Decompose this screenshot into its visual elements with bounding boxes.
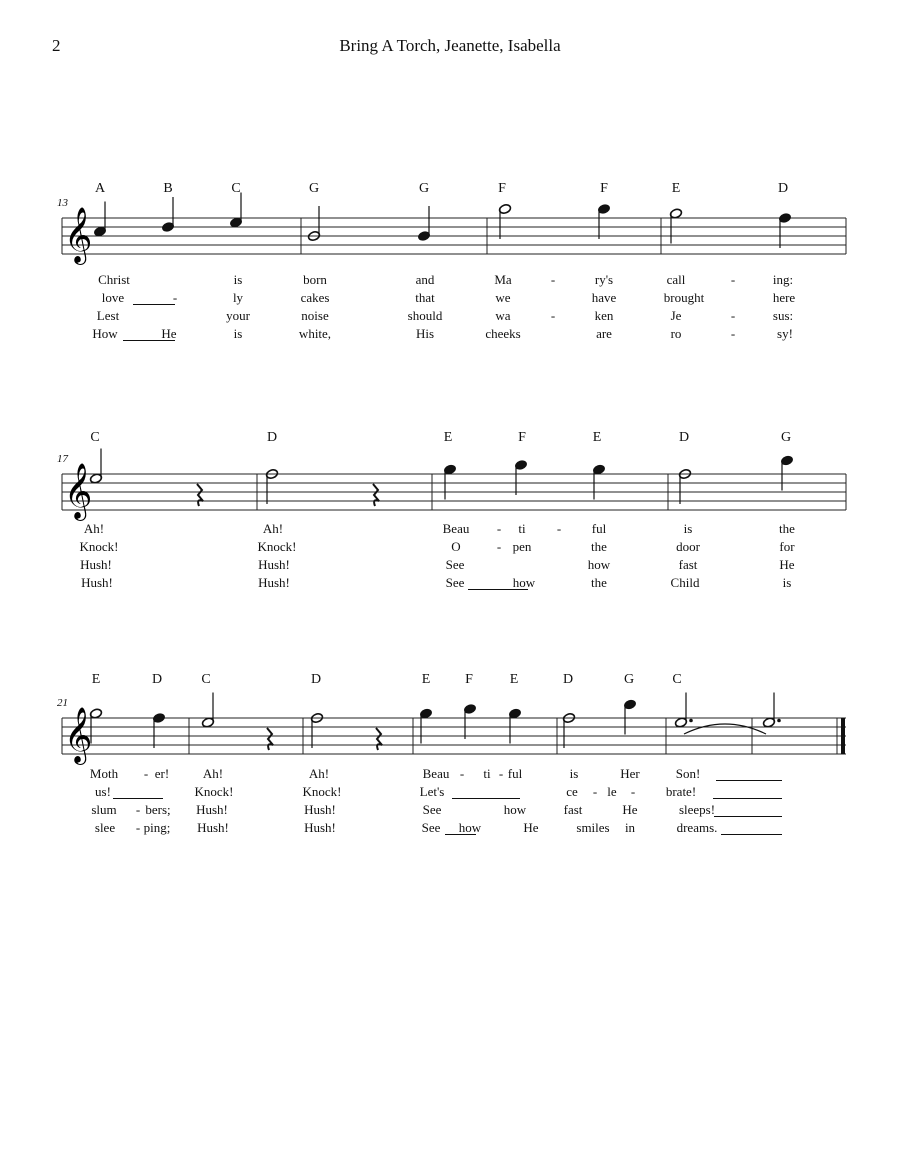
lyric-syllable: sus: bbox=[772, 308, 794, 323]
tie bbox=[684, 724, 766, 734]
lyric-syllable: brought bbox=[663, 290, 705, 305]
chord-symbol: D bbox=[777, 181, 789, 196]
lyric-syllable: Hush! bbox=[196, 802, 228, 817]
lyric-syllable: Hush! bbox=[258, 557, 290, 572]
half-note bbox=[498, 203, 511, 239]
lyric-extender bbox=[133, 304, 175, 305]
lyric-syllable: ing: bbox=[772, 272, 794, 287]
lyric-syllable: have bbox=[591, 290, 617, 305]
lyric-syllable: le bbox=[607, 784, 617, 799]
lyric-syllable: er! bbox=[154, 766, 170, 781]
lyric-syllable: How bbox=[92, 326, 118, 341]
lyric-syllable: fast bbox=[563, 802, 583, 817]
chord-symbol: E bbox=[91, 672, 101, 687]
lyric-extender bbox=[468, 589, 528, 590]
lyric-syllable: in bbox=[624, 820, 636, 835]
lyric-extender bbox=[452, 798, 520, 799]
chord-symbol: F bbox=[498, 181, 506, 196]
lyric-syllable: is bbox=[569, 766, 579, 781]
music-staff bbox=[0, 178, 900, 298]
quarter-note bbox=[623, 699, 636, 735]
lyric-syllable: brate! bbox=[665, 784, 697, 799]
lyric-syllable: - bbox=[556, 521, 562, 536]
lyric-syllable: ti bbox=[483, 766, 491, 781]
lyric-extender bbox=[445, 834, 476, 835]
page-number: 2 bbox=[52, 36, 61, 55]
lyric-syllable: - bbox=[172, 290, 178, 305]
lyric-syllable: the bbox=[591, 539, 607, 554]
lyric-extender bbox=[716, 780, 782, 781]
lyric-syllable: for bbox=[779, 539, 795, 554]
chord-symbol: E bbox=[592, 430, 602, 445]
quarter-note bbox=[152, 712, 165, 748]
chord-symbol: D bbox=[266, 430, 278, 445]
lyric-syllable: Je bbox=[670, 308, 682, 323]
measure-number: 13 bbox=[57, 197, 68, 209]
lyric-syllable: Ah! bbox=[262, 521, 284, 536]
lyric-syllable: ti bbox=[518, 521, 526, 536]
quarter-rest-icon bbox=[197, 484, 203, 506]
chord-symbol: G bbox=[623, 672, 635, 687]
lyric-syllable: - bbox=[730, 308, 736, 323]
lyric-syllable: See bbox=[445, 557, 465, 572]
lyric-syllable: is bbox=[233, 272, 243, 287]
lyric-syllable: how bbox=[503, 802, 527, 817]
lyric-syllable: O bbox=[451, 539, 461, 554]
quarter-rest-icon bbox=[376, 728, 382, 750]
lyric-syllable: See bbox=[422, 802, 442, 817]
lyric-syllable: slee bbox=[94, 820, 116, 835]
lyric-syllable: here bbox=[772, 290, 796, 305]
lyric-syllable: call bbox=[666, 272, 686, 287]
lyric-syllable: He bbox=[523, 820, 539, 835]
treble-clef-icon: 𝄞 bbox=[64, 463, 93, 519]
measure-number: 17 bbox=[57, 453, 68, 465]
treble-clef-icon: 𝄞 bbox=[64, 707, 93, 763]
lyric-syllable: slum bbox=[91, 802, 117, 817]
dotted-half-note bbox=[674, 693, 692, 729]
treble-clef-icon: 𝄞 bbox=[64, 207, 93, 263]
lyric-syllable: ful bbox=[591, 521, 607, 536]
lyric-syllable: smiles bbox=[576, 820, 610, 835]
lyric-syllable: wa bbox=[495, 308, 511, 323]
lyric-syllable: Knock! bbox=[302, 784, 342, 799]
lyric-syllable: pen bbox=[512, 539, 532, 554]
chord-symbol: D bbox=[151, 672, 163, 687]
lyric-syllable: white, bbox=[298, 326, 332, 341]
lyric-syllable: Beau bbox=[422, 766, 450, 781]
chord-symbol: C bbox=[90, 430, 100, 445]
quarter-note bbox=[597, 203, 610, 239]
lyric-syllable: See bbox=[445, 575, 465, 590]
lyric-syllable: He bbox=[622, 802, 638, 817]
half-note bbox=[89, 708, 102, 744]
quarter-note bbox=[592, 464, 605, 500]
lyric-syllable: - bbox=[459, 766, 465, 781]
dotted-half-note bbox=[762, 693, 780, 729]
lyric-syllable: how bbox=[587, 557, 611, 572]
lyric-syllable: Lest bbox=[96, 308, 120, 323]
lyric-syllable: Beau bbox=[442, 521, 470, 536]
lyric-syllable: how bbox=[512, 575, 536, 590]
chord-symbol: A bbox=[94, 181, 106, 196]
lyric-syllable: Child bbox=[670, 575, 700, 590]
lyric-syllable: - bbox=[498, 766, 504, 781]
lyric-syllable: He bbox=[161, 326, 177, 341]
lyric-syllable: cakes bbox=[300, 290, 330, 305]
lyric-syllable: bers; bbox=[145, 802, 171, 817]
lyric-extender bbox=[123, 340, 175, 341]
lyric-syllable: sy! bbox=[777, 326, 793, 341]
lyric-syllable: Hush! bbox=[81, 575, 113, 590]
lyric-syllable: Ah! bbox=[308, 766, 330, 781]
chord-symbol: F bbox=[600, 181, 608, 196]
lyric-syllable: is bbox=[683, 521, 693, 536]
chord-symbol: E bbox=[509, 672, 519, 687]
quarter-note bbox=[508, 708, 521, 744]
chord-symbol: G bbox=[418, 181, 430, 196]
chord-symbol: E bbox=[671, 181, 681, 196]
lyric-syllable: Hush! bbox=[197, 820, 229, 835]
lyric-syllable: - bbox=[143, 766, 149, 781]
half-note bbox=[669, 208, 682, 244]
lyric-syllable: ro bbox=[670, 326, 682, 341]
lyric-syllable: Son! bbox=[675, 766, 701, 781]
lyric-syllable: dreams. bbox=[676, 820, 718, 835]
lyric-syllable: His bbox=[415, 326, 435, 341]
lyric-syllable: ken bbox=[594, 308, 614, 323]
lyric-syllable: cheeks bbox=[485, 326, 521, 341]
lyric-syllable: - bbox=[496, 521, 502, 536]
chord-symbol: D bbox=[678, 430, 690, 445]
lyric-extender bbox=[113, 798, 163, 799]
quarter-note bbox=[778, 212, 791, 248]
lyric-syllable: sleeps! bbox=[678, 802, 716, 817]
chord-symbol: G bbox=[780, 430, 792, 445]
lyric-syllable: - bbox=[135, 802, 141, 817]
quarter-note bbox=[443, 464, 456, 500]
lyric-syllable: Christ bbox=[98, 272, 130, 287]
page-title: Bring A Torch, Jeanette, Isabella bbox=[339, 36, 561, 55]
lyric-syllable: - bbox=[630, 784, 636, 799]
chord-symbol: B bbox=[163, 181, 173, 196]
chord-symbol: F bbox=[465, 672, 473, 687]
lyric-syllable: noise bbox=[301, 308, 329, 323]
lyric-syllable: the bbox=[779, 521, 795, 536]
quarter-rest-icon bbox=[267, 728, 273, 750]
lyric-syllable: See bbox=[421, 820, 441, 835]
quarter-note bbox=[419, 708, 432, 744]
lyric-syllable: fast bbox=[678, 557, 698, 572]
chord-symbol: F bbox=[518, 430, 526, 445]
lyric-syllable: door bbox=[676, 539, 700, 554]
lyric-syllable: Knock! bbox=[79, 539, 119, 554]
lyric-syllable: ce bbox=[566, 784, 578, 799]
lyric-syllable: we bbox=[495, 290, 511, 305]
chord-symbol: D bbox=[562, 672, 574, 687]
lyric-syllable: - bbox=[730, 272, 736, 287]
lyric-syllable: are bbox=[596, 326, 612, 341]
lyric-syllable: should bbox=[407, 308, 443, 323]
quarter-rest-icon bbox=[373, 484, 379, 506]
lyric-syllable: Hush! bbox=[304, 820, 336, 835]
lyric-syllable: us! bbox=[95, 784, 111, 799]
chord-symbol: C bbox=[672, 672, 682, 687]
chord-symbol: C bbox=[201, 672, 211, 687]
lyric-syllable: Hush! bbox=[258, 575, 290, 590]
chord-symbol: C bbox=[231, 181, 241, 196]
chord-symbol: G bbox=[308, 181, 320, 196]
quarter-note bbox=[93, 202, 106, 238]
chord-symbol: E bbox=[421, 672, 431, 687]
lyric-syllable: Knock! bbox=[194, 784, 234, 799]
lyric-syllable: that bbox=[415, 290, 435, 305]
lyric-syllable: Ah! bbox=[83, 521, 105, 536]
measure-number: 21 bbox=[57, 697, 68, 709]
chord-symbol: E bbox=[443, 430, 453, 445]
lyric-syllable: - bbox=[730, 326, 736, 341]
lyric-syllable: the bbox=[591, 575, 607, 590]
lyric-syllable: Hush! bbox=[80, 557, 112, 572]
lyric-syllable: ping; bbox=[143, 820, 171, 835]
final-barline bbox=[841, 718, 845, 754]
lyric-syllable: is bbox=[782, 575, 792, 590]
lyric-syllable: - bbox=[550, 308, 556, 323]
lyric-syllable: Let's bbox=[419, 784, 445, 799]
half-note bbox=[201, 693, 214, 729]
quarter-note bbox=[463, 703, 476, 739]
lyric-syllable: and bbox=[415, 272, 435, 287]
lyric-syllable: Ma bbox=[494, 272, 512, 287]
lyric-extender bbox=[714, 816, 782, 817]
lyric-syllable: - bbox=[550, 272, 556, 287]
lyric-syllable: how bbox=[458, 820, 482, 835]
lyric-syllable: Moth bbox=[89, 766, 119, 781]
lyric-extender bbox=[721, 834, 782, 835]
quarter-note bbox=[229, 193, 242, 229]
lyric-syllable: is bbox=[233, 326, 243, 341]
lyric-syllable: born bbox=[303, 272, 327, 287]
lyric-syllable: ly bbox=[232, 290, 244, 305]
lyric-syllable: Ah! bbox=[202, 766, 224, 781]
quarter-note bbox=[161, 197, 174, 233]
lyric-syllable: - bbox=[496, 539, 502, 554]
quarter-note bbox=[780, 455, 793, 491]
quarter-note bbox=[514, 459, 527, 495]
lyric-syllable: ful bbox=[507, 766, 523, 781]
lyric-syllable: - bbox=[592, 784, 598, 799]
lyric-syllable: Knock! bbox=[257, 539, 297, 554]
lyric-syllable: Hush! bbox=[304, 802, 336, 817]
lyric-syllable: ry's bbox=[594, 272, 614, 287]
lyric-syllable: Her bbox=[620, 766, 640, 781]
quarter-note bbox=[417, 206, 430, 242]
lyric-syllable: He bbox=[779, 557, 795, 572]
lyric-extender bbox=[713, 798, 782, 799]
lyric-syllable: your bbox=[226, 308, 250, 323]
chord-symbol: D bbox=[310, 672, 322, 687]
lyric-syllable: love bbox=[101, 290, 125, 305]
lyric-syllable: - bbox=[135, 820, 141, 835]
